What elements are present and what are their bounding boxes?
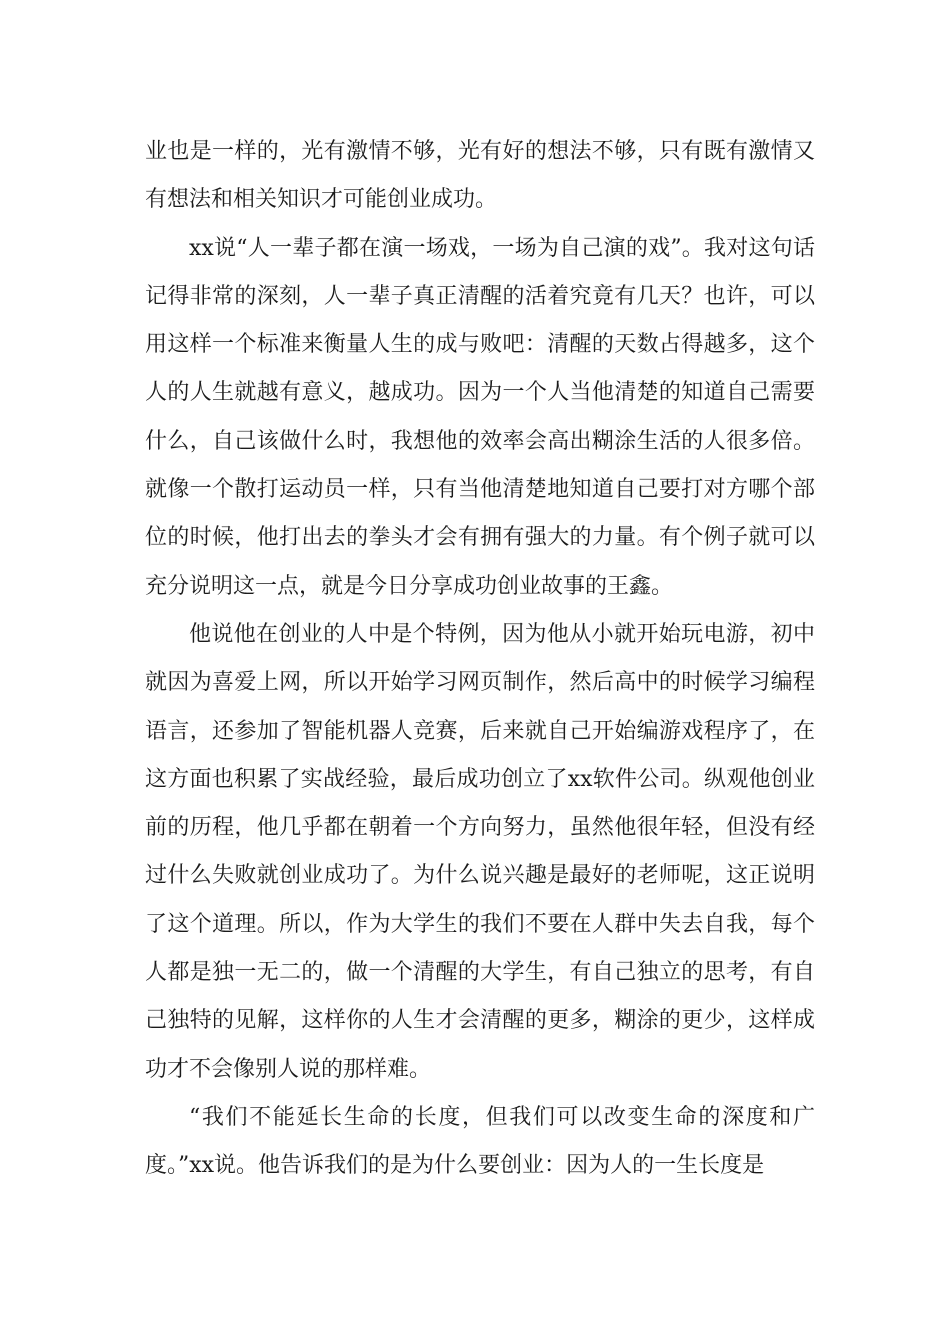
- document-body: [145, 128, 815, 1191]
- paragraph-wang-xin-story: 他说他在创业的人中是个特例，因为他从小就开始玩电游，初中就因为喜爱上网，所以开始学习网页制作，然后高中的时候学习编程语言，还参加了智能机器人竞赛，后来就自己开始编游戏程序了，在这方面也积累了实战经验，最后成功创立了xx软件公司。纵观他创业前的历程，他几乎都在朝着一个方向努力，虽然他很年轻，但没有经过什么失败就创业成功了。为什么说兴趣是最好的老师呢，这正说明了这个道理。所以，作为大学生的我们不要在人群中失去自我，每个人都是独一无二的，做一个清醒的大学生，有自己独立的思考，有自己独特的见解，这样你的人生才会清醒的更多，糊涂的更少，这样成功才不会像别人说的那样难。: [145, 621, 815, 1082]
- paragraph-continuation: 业也是一样的，光有激情不够，光有好的想法不够，只有既有激情又有想法和相关知识才可能创业成功。: [145, 139, 815, 213]
- paragraph-quote-life-drama: xx说“人一辈子都在演一场戏，一场为自己演的戏”。我对这句话记得非常的深刻，人一辈子真正清醒的活着究竟有几天？也许，可以用这样一个标准来衡量人生的成与败吧：清醒的天数占得越多，这个人的人生就越有意义，越成功。因为一个人当他清楚的知道自己需要什么，自己该做什么时，我想他的效率会高出糊涂生活的人很多倍。就像一个散打运动员一样，只有当他清楚地知道自己要打对方哪个部位的时候，他打出去的拳头才会有拥有强大的力量。有个例子就可以充分说明这一点，就是今日分享成功创业故事的王鑫。: [145, 235, 815, 599]
- paragraph-life-depth-quote: “我们不能延长生命的长度，但我们可以改变生命的深度和广度。”xx说。他告诉我们的是为什么要创业：因为人的一生长度是: [145, 1104, 815, 1179]
